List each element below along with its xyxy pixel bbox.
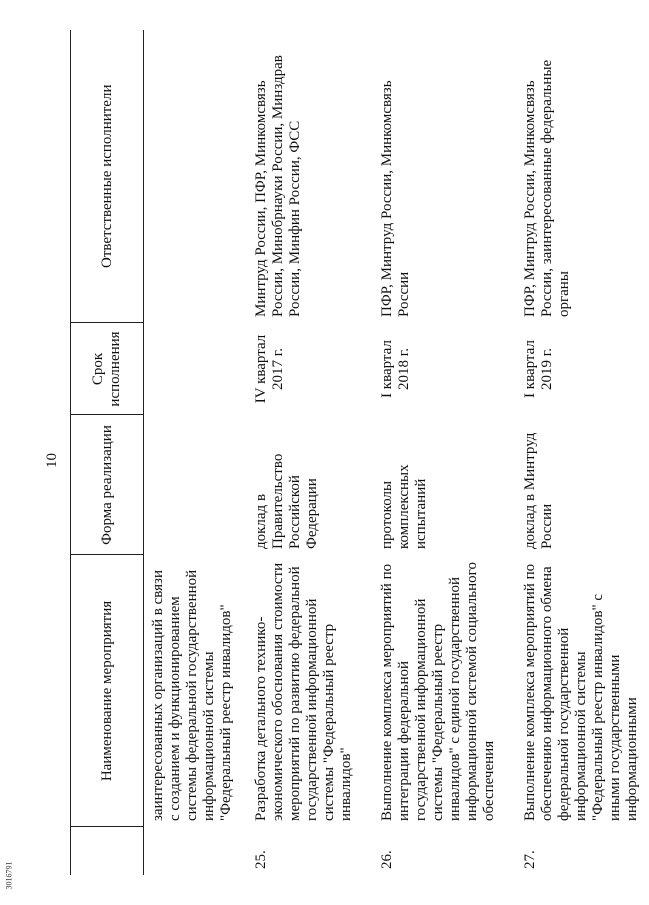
table-header-row <box>71 30 144 875</box>
row-form: протоколы комплексных испытаний <box>379 464 429 549</box>
page-number: 10 <box>43 452 60 468</box>
header-number <box>71 827 144 875</box>
row-executors: ПФР, Минтруд России, Минкомсвязь России, заинтересованные федеральные органы <box>522 59 572 317</box>
table-row <box>520 30 649 875</box>
header-measure-name: Наименование мероприятия <box>71 555 144 827</box>
row-measure-name: Выполнение комплекса мероприятий по интеграции федеральной государственной информационной системы "Федеральный реестр инвалидов" с единой государственной информационной системой социального обеспечения <box>379 562 497 821</box>
row-term: I квартал 2018 г. <box>379 340 412 398</box>
row-number: 27. <box>522 850 538 869</box>
measures-table <box>70 30 649 875</box>
row-executors: ПФР, Минтруд России, Минкомсвязь России <box>379 80 412 317</box>
table-row <box>144 30 252 875</box>
row-measure-name: заинтересованных организаций в связи с созданием и функционированием системы федеральной государственной информационной системы "Федеральный реестр инвалидов" <box>150 569 234 821</box>
page-content <box>70 30 640 875</box>
table-row <box>251 30 377 875</box>
row-term: I квартал 2019 г. <box>522 340 555 398</box>
row-number: 25. <box>253 850 269 869</box>
document-code: 3016791 <box>4 861 14 889</box>
row-executors: Минтруд России, ПФР, Минкомсвязь России, Минобрнауки России, Минздрав России, Минфин России, ФСС <box>253 55 303 317</box>
row-executors <box>144 30 252 323</box>
row-form: доклад в Правительство Российской Федерации <box>253 453 320 549</box>
row-number: 26. <box>379 850 395 869</box>
table-row <box>377 30 520 875</box>
row-measure-name: Выполнение комплекса мероприятий по обеспечению информационного обмена федеральной государственной информационной системы "Федеральный реестр инвалидов" с иными государственными информационными <box>522 563 640 821</box>
header-executors: Ответственные исполнители <box>71 30 144 323</box>
row-term <box>144 323 252 415</box>
header-form: Форма реализации <box>71 415 144 555</box>
row-term: IV квартал 2017 г. <box>253 334 286 404</box>
row-number <box>144 827 252 875</box>
row-measure-name: Разработка детального технико-экономического обоснования стоимости мероприятий по развитию федеральной государственной информационной системы "Федеральный реестр инвалидов" <box>253 562 354 821</box>
row-form: доклад в Минтруд России <box>522 432 555 549</box>
row-form <box>144 415 252 555</box>
landscape-table-container <box>70 30 640 875</box>
header-term: Срок исполнения <box>71 323 144 415</box>
